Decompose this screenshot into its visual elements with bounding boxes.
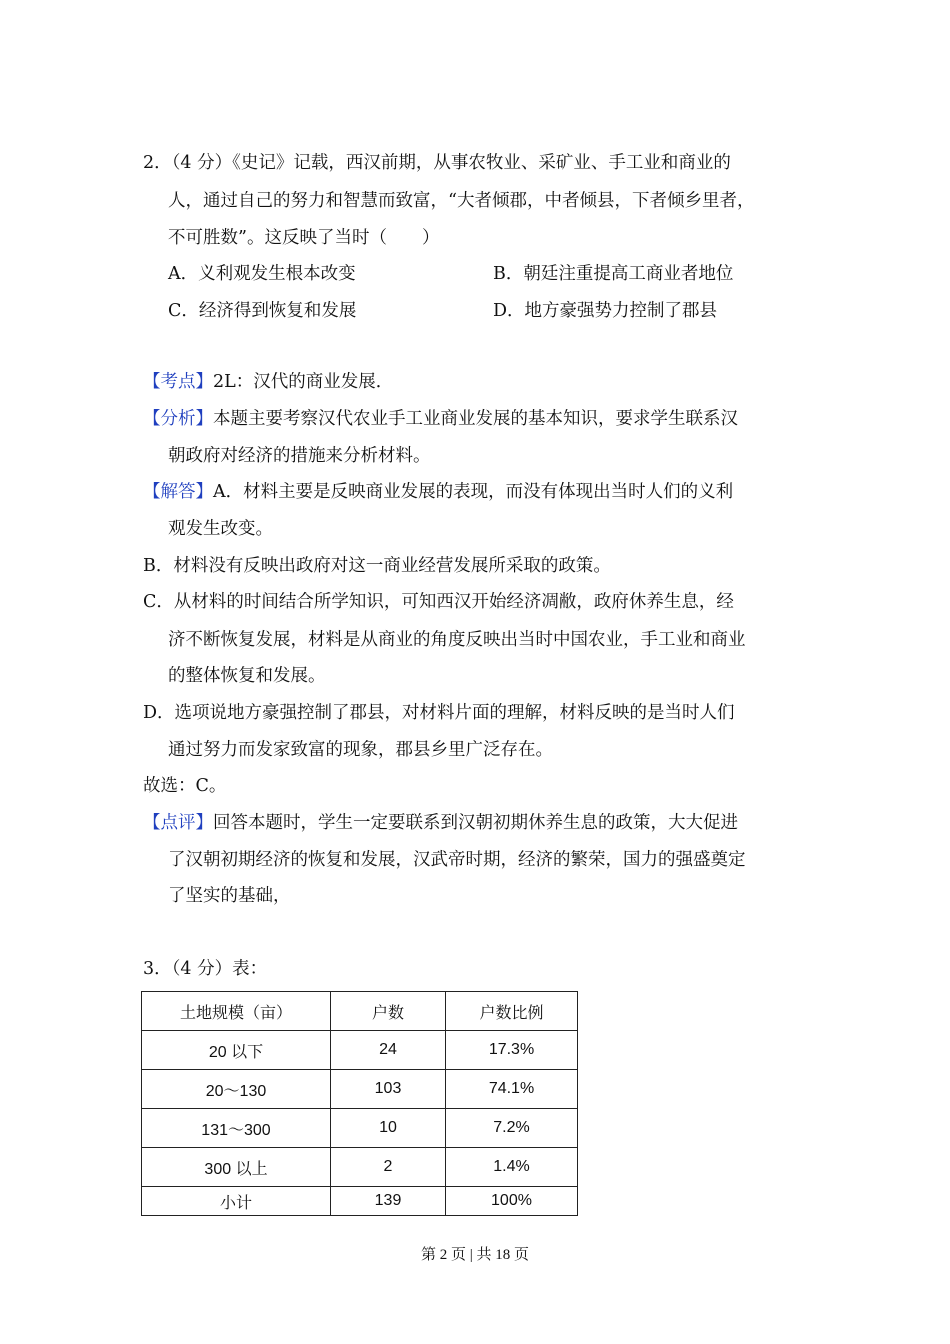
kaodian [143,370,393,394]
answer-choice: 故选：C。 [143,776,227,796]
q2-option-a: A．义利观发生根本改变 [168,264,356,284]
dianping-line-3: 了坚实的基础， [168,886,291,906]
table-cell: 24 [331,1031,446,1070]
jieda [143,480,733,504]
q2-line-3: 不可胜数”。这反映了当时（ ） [168,228,440,248]
fenxi [143,407,738,431]
q3-heading: 3．（4 分）表： [143,959,268,979]
q2-option-c: C．经济得到恢复和发展 [168,301,357,321]
table-cell: 103 [331,1070,446,1109]
answer-c-line-2: 济不断恢复发展，材料是从商业的角度反映出当时中国农业，手工业和商业 [168,630,746,650]
table-cell: 7.2% [446,1109,578,1148]
table-header-cell: 户数 [331,992,446,1031]
jieda-line-2: 观发生改变。 [168,519,273,539]
table-row [142,1109,578,1148]
table-cell: 100% [446,1187,578,1216]
fenxi-tag: 【分析】 [143,409,213,429]
table-cell: 小计 [142,1187,331,1216]
page-footer: 第 2 页 | 共 18 页 [420,1247,529,1263]
fenxi-line-2: 朝政府对经济的措施来分析材料。 [168,446,431,466]
table-row [142,1031,578,1070]
table-row [142,1148,578,1187]
table-cell: 17.3% [446,1031,578,1070]
kaodian-tag: 【考点】 [143,372,213,392]
answer-d-line-2: 通过努力而发家致富的现象，郡县乡里广泛存在。 [168,740,553,760]
answer-b-line: B．材料没有反映出政府对这一商业经营发展所采取的政策。 [143,556,611,576]
table-cell: 300 以上 [142,1148,331,1187]
answer-c-line-3: 的整体恢复和发展。 [168,666,326,686]
table-cell: 20 以下 [142,1031,331,1070]
dianping-tag: 【点评】 [143,813,213,833]
q2-line-2: 人，通过自己的努力和智慧而致富，“大者倾郡，中者倾县，下者倾乡里者， [168,191,755,211]
jieda-tag: 【解答】 [143,482,213,502]
table-cell: 139 [331,1187,446,1216]
dianping [143,811,738,835]
q2-option-b: B．朝廷注重提高工商业者地位 [493,264,734,284]
table-header-row [142,992,578,1031]
kaodian-text: 2L：汉代的商业发展． [213,372,394,392]
answer-c-line-1: C．从材料的时间结合所学知识，可知西汉开始经济凋敝，政府休养生息，经 [143,592,734,612]
table-header-cell: 户数比例 [446,992,578,1031]
table-cell: 1.4% [446,1148,578,1187]
q2-line-1: 2．（4 分）《史记》记载，西汉前期，从事农牧业、采矿业、手工业和商业的 [143,153,731,173]
q2-option-d: D．地方豪强势力控制了郡县 [493,301,718,321]
table-cell: 2 [331,1148,446,1187]
jieda-line-1: A．材料主要是反映商业发展的表现，而没有体现出当时人们的义利 [213,482,734,502]
dianping-line-1: 回答本题时，学生一定要联系到汉朝初期休养生息的政策，大大促进 [213,813,738,833]
table-row [142,1070,578,1109]
table-cell: 131～300 [142,1109,331,1148]
table-row [142,1187,578,1216]
fenxi-line-1: 本题主要考察汉代农业手工业商业发展的基本知识，要求学生联系汉 [213,409,738,429]
table-cell: 20～130 [142,1070,331,1109]
answer-d-line-1: D．选项说地方豪强控制了郡县，对材料片面的理解，材料反映的是当时人们 [143,703,735,723]
table-cell: 10 [331,1109,446,1148]
land-scale-table [141,991,578,1216]
table-header-cell: 土地规模（亩） [142,992,331,1031]
dianping-line-2: 了汉朝初期经济的恢复和发展，汉武帝时期，经济的繁荣，国力的强盛奠定 [168,850,746,870]
table-cell: 74.1% [446,1070,578,1109]
